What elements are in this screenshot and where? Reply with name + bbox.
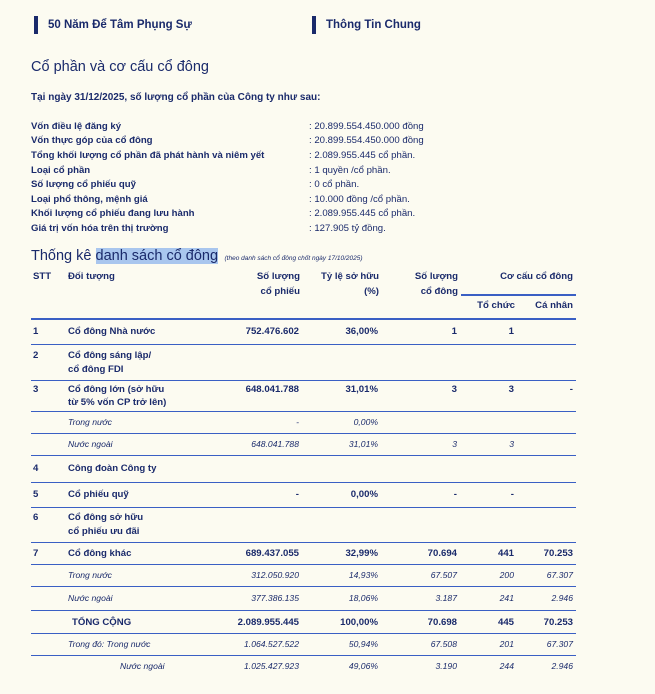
info-value: : 2.089.955.445 cổ phần. — [309, 208, 416, 220]
info-value: : 0 cổ phần. — [309, 179, 360, 191]
th-structure-rule — [461, 294, 576, 296]
capital-info-list — [31, 119, 631, 236]
cell-individual: 67.307 — [546, 639, 573, 649]
cell-shares: 648.041.788 — [251, 439, 299, 449]
table-row — [31, 587, 576, 611]
cell-organization: 244 — [499, 661, 514, 671]
info-label: Tổng khối lượng cổ phần đã phát hành và niêm yết — [31, 149, 265, 161]
cell-shares: 648.041.788 — [245, 384, 299, 395]
cell-object-line2: cổ phiếu ưu đãi — [68, 526, 140, 537]
table-row — [31, 434, 576, 456]
info-row — [31, 119, 631, 134]
cell-holders: 3.187 — [435, 593, 457, 603]
table-row — [31, 508, 576, 543]
cell-object: Nước ngoài — [68, 593, 113, 603]
info-row — [31, 207, 631, 222]
info-row — [31, 177, 631, 192]
cell-stt: 5 — [33, 489, 39, 500]
info-label: Loại phổ thông, mệnh giá — [31, 193, 148, 205]
cell-ratio: 14,93% — [348, 570, 378, 580]
cell-individual: 70.253 — [543, 548, 573, 559]
info-label: Vốn điều lệ đăng ký — [31, 120, 122, 132]
th-holders-1: Số lượng — [414, 271, 458, 282]
cell-holders: 1 — [451, 326, 457, 337]
th-holders-2: cổ đông — [420, 286, 458, 297]
cell-object: Trong đó: Trong nước — [68, 639, 151, 649]
info-label: Loại cổ phần — [31, 164, 91, 176]
total-row — [31, 611, 576, 634]
info-label: Vốn thực góp của cổ đông — [31, 135, 153, 147]
info-row — [31, 163, 631, 178]
cell-object: Trong nước — [68, 570, 112, 580]
cell-holders: 70.698 — [427, 617, 457, 628]
th-ratio-2: (%) — [364, 286, 379, 297]
table-row — [31, 381, 576, 412]
cell-ratio: 100,00% — [340, 617, 378, 628]
cell-ratio: 36,00% — [345, 326, 378, 337]
cell-ratio: 50,94% — [348, 639, 378, 649]
cell-stt: 1 — [33, 326, 39, 337]
th-object: Đối tượng — [68, 271, 115, 282]
cell-object: TỔNG CỘNG — [72, 617, 132, 628]
cell-object: Cổ đông lớn (sở hữu — [68, 384, 165, 395]
th-shares-2: cổ phiếu — [260, 286, 300, 297]
table-row — [31, 412, 576, 434]
cell-organization: 445 — [497, 617, 514, 628]
cell-shares: - — [296, 417, 299, 427]
header-left-title: 50 Năm Để Tâm Phụng Sự — [48, 19, 192, 31]
table-row — [31, 345, 576, 381]
cell-organization: 200 — [499, 570, 514, 580]
cell-stt: 4 — [33, 463, 39, 474]
cell-individual: 2.946 — [551, 661, 573, 671]
cell-ratio: 49,06% — [348, 661, 378, 671]
cell-organization: 201 — [499, 639, 514, 649]
info-label: Số lượng cổ phiếu quỹ — [31, 179, 136, 191]
cell-ratio: 0,00% — [353, 417, 378, 427]
cell-holders: 3 — [452, 439, 457, 449]
cell-object: Cổ đông sáng lập/ — [68, 350, 152, 361]
th-individual: Cá nhân — [535, 300, 573, 311]
th-shares-1: Số lượng — [256, 271, 300, 282]
header-right-title: Thông Tin Chung — [326, 19, 421, 31]
cell-organization: 3 — [509, 439, 514, 449]
table-row — [31, 320, 576, 345]
cell-stt: 2 — [33, 350, 39, 361]
cell-individual: 70.253 — [543, 617, 573, 628]
info-value: : 10.000 đồng /cổ phần. — [309, 193, 410, 205]
info-row — [31, 221, 631, 236]
stats-title-highlight: danh sách cổ đông — [95, 248, 219, 264]
cell-object: Cổ đông Nhà nước — [68, 326, 156, 337]
cell-object: Cổ phiếu quỹ — [68, 489, 129, 500]
table-row — [31, 634, 576, 656]
cell-holders: 70.694 — [427, 548, 457, 559]
info-row — [31, 192, 631, 207]
table-row — [31, 483, 576, 508]
cell-object: Công đoàn Công ty — [68, 463, 157, 474]
cell-organization: 241 — [499, 593, 514, 603]
section-title: Cổ phần và cơ cấu cổ đông — [31, 59, 209, 75]
cell-stt: 6 — [33, 512, 39, 523]
cell-holders: 3.190 — [435, 661, 457, 671]
cell-shares: 1.064.527.522 — [244, 639, 299, 649]
cell-holders: 3 — [451, 384, 457, 395]
header-right-accent-bar — [312, 16, 316, 34]
table-row — [31, 543, 576, 565]
info-row — [31, 134, 631, 149]
cell-ratio: 32,99% — [345, 548, 378, 559]
intro-text: Tại ngày 31/12/2025, số lượng cổ phần của Công ty như sau: — [31, 92, 321, 103]
cell-stt: 3 — [33, 384, 39, 395]
cell-shares: 377.386.135 — [251, 593, 299, 603]
cell-shares: 2.089.955.445 — [237, 617, 299, 628]
cell-organization: 3 — [508, 384, 514, 395]
cell-ratio: 0,00% — [350, 489, 378, 500]
cell-shares: 312.050.920 — [251, 570, 299, 580]
info-value: : 20.899.554.450.000 đồng — [309, 120, 424, 132]
header-left — [34, 15, 192, 35]
shareholder-stats-title — [31, 247, 363, 265]
info-value: : 1 quyền /cổ phần. — [309, 164, 391, 176]
cell-shares: 689.437.055 — [245, 548, 299, 559]
cell-object: Cổ đông sở hữu — [68, 512, 144, 523]
cell-holders: - — [453, 489, 457, 500]
cell-individual: 2.946 — [551, 593, 573, 603]
th-organization: Tổ chức — [477, 300, 515, 311]
info-label: Khối lượng cổ phiếu đang lưu hành — [31, 208, 195, 220]
th-stt: STT — [33, 271, 52, 282]
cell-ratio: 31,01% — [348, 439, 378, 449]
cell-organization: 441 — [497, 548, 514, 559]
header-left-accent-bar — [34, 16, 38, 34]
cell-object: Cổ đông khác — [68, 548, 132, 559]
cell-organization: 1 — [508, 326, 514, 337]
info-value: : 20.899.554.450.000 đồng — [309, 135, 424, 147]
cell-object: Nước ngoài — [68, 439, 113, 449]
cell-object-line2: cổ đông FDI — [68, 364, 124, 375]
cell-object: Trong nước — [68, 417, 112, 427]
shareholder-table-body — [31, 320, 576, 677]
info-row — [31, 148, 631, 163]
th-structure: Cơ cấu cổ đông — [500, 271, 573, 282]
cell-holders: 67.507 — [430, 570, 457, 580]
header-right — [312, 15, 421, 35]
cell-individual: 67.307 — [546, 570, 573, 580]
table-row — [31, 565, 576, 587]
cell-shares: 1.025.427.923 — [244, 661, 299, 671]
table-row — [31, 656, 576, 677]
cell-individual: - — [569, 384, 573, 395]
table-row — [31, 456, 576, 483]
cell-organization: - — [510, 489, 514, 500]
cell-ratio: 31,01% — [345, 384, 378, 395]
th-ratio-1: Tỷ lệ sở hữu — [320, 271, 379, 282]
cell-object: Nước ngoài — [120, 661, 165, 671]
cell-shares: 752.476.602 — [245, 326, 299, 337]
cell-stt: 7 — [33, 548, 39, 559]
cell-holders: 67.508 — [430, 639, 457, 649]
info-value: : 127.905 tỷ đồng. — [309, 222, 386, 234]
info-value: : 2.089.955.445 cổ phần. — [309, 149, 416, 161]
info-label: Giá trị vốn hóa trên thị trường — [31, 222, 169, 234]
stats-note: (theo danh sách cổ đông chốt ngày 17/10/2025) — [224, 255, 363, 262]
stats-title-part1: Thống kê — [31, 248, 96, 264]
cell-ratio: 18,06% — [348, 593, 378, 603]
cell-shares: - — [295, 489, 299, 500]
cell-object-line2: từ 5% vốn CP trở lên) — [68, 397, 167, 408]
